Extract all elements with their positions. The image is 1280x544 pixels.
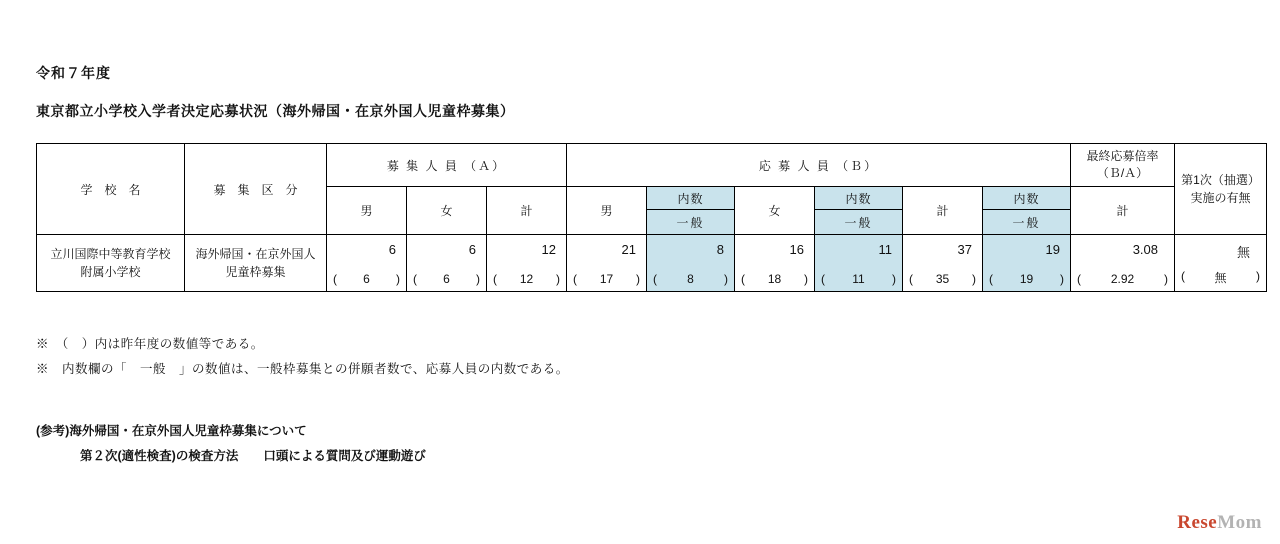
capacity-total-current: 12	[541, 242, 556, 257]
header-female-general: 一般	[815, 210, 903, 235]
paren-open: (	[909, 272, 913, 286]
ratio-current: 3.08	[1132, 242, 1158, 257]
capacity-female-current: 6	[468, 242, 476, 257]
resemom-watermark	[1177, 512, 1262, 534]
page-year-heading: 令和７年度	[36, 65, 111, 81]
cell-school-name	[37, 235, 185, 292]
header-total-general: 一般	[983, 210, 1071, 235]
cell-applicants-male-inner	[647, 235, 735, 292]
header-applicants-male: 男	[567, 187, 647, 235]
applicants-total-inner-current: 19	[1045, 242, 1060, 257]
applicants-male-inner-current: 8	[716, 242, 724, 257]
page-title: 東京都立小学校入学者決定応募状況（海外帰国・在京外国人児童枠募集）	[36, 103, 515, 119]
first-lottery-previous: 無	[1214, 271, 1227, 285]
paren-close: )	[803, 272, 808, 286]
paren-open: (	[821, 272, 825, 286]
category-line1: 海外帰国・在京外国人	[195, 247, 316, 261]
header-applicants-total: 計	[903, 187, 983, 235]
capacity-male-previous-wrap	[327, 272, 406, 286]
paren-open: (	[1181, 269, 1185, 283]
header-capacity-female: 女	[407, 187, 487, 235]
header-school: 学 校 名	[37, 144, 185, 235]
applicants-female-inner-previous-wrap	[815, 272, 902, 286]
note-1: ※ （ ）内は昨年度の数値等である。	[36, 337, 264, 351]
paren-open: (	[333, 272, 337, 286]
paren-close: )	[555, 272, 560, 286]
cell-capacity-female	[407, 235, 487, 292]
cell-applicants-total	[903, 235, 983, 292]
paren-open: (	[573, 272, 577, 286]
paren-open: (	[1077, 272, 1081, 286]
application-status-table	[36, 143, 1267, 292]
reference-line: 第２次(適性検査)の検査方法 口頭による質問及び運動遊び	[80, 449, 426, 463]
cell-applicants-female-inner	[815, 235, 903, 292]
paren-close: )	[892, 272, 896, 286]
applicants-female-inner-previous: 11	[852, 272, 865, 286]
cell-capacity-male	[327, 235, 407, 292]
header-applicants-female: 女	[735, 187, 815, 235]
cell-applicants-male	[567, 235, 647, 292]
school-name-line2: 附属小学校	[80, 265, 141, 279]
applicants-male-inner-previous-wrap	[647, 272, 734, 286]
header-first-line1: 第1次（抽選）	[1181, 173, 1260, 187]
cell-category	[185, 235, 327, 292]
applicants-total-current: 37	[957, 242, 972, 257]
applicants-male-previous-wrap	[567, 272, 646, 286]
capacity-total-previous: 12	[519, 272, 534, 286]
table-row	[37, 235, 1267, 292]
header-applicants-male-inner: 内数	[647, 187, 735, 210]
header-first-line2: 実施の有無	[1190, 191, 1251, 205]
paren-open: (	[413, 272, 417, 286]
header-capacity-total: 計	[487, 187, 567, 235]
applicants-female-previous-wrap	[735, 272, 814, 286]
paren-open: (	[741, 272, 745, 286]
table-header-row-1	[37, 144, 1267, 187]
paren-open: (	[989, 272, 993, 286]
cell-capacity-total	[487, 235, 567, 292]
paren-close: )	[971, 272, 976, 286]
paren-close: )	[1163, 272, 1168, 286]
paren-close: )	[724, 272, 728, 286]
paren-close: )	[476, 272, 480, 286]
note-2: ※ 内数欄の「 一般 」の数値は、一般枠募集との併願者数で、応募人員の内数である。	[36, 362, 569, 376]
paren-open: (	[493, 272, 497, 286]
watermark-suffix: Mom	[1217, 512, 1262, 533]
header-first-lottery	[1175, 144, 1267, 235]
applicants-total-inner-previous: 19	[1019, 272, 1034, 286]
capacity-total-previous-wrap	[487, 272, 566, 286]
capacity-female-previous: 6	[443, 272, 450, 286]
cell-applicants-female	[735, 235, 815, 292]
cell-first-lottery	[1175, 235, 1267, 292]
first-lottery-current: 無	[1236, 245, 1250, 260]
ratio-previous-wrap	[1071, 272, 1174, 286]
header-ratio-total: 計	[1071, 187, 1175, 235]
paren-close: )	[1059, 272, 1064, 286]
applicants-total-inner-previous-wrap	[983, 272, 1070, 286]
watermark-prefix: Rese	[1177, 512, 1218, 533]
cell-ratio	[1071, 235, 1175, 292]
capacity-male-current: 6	[388, 242, 396, 257]
ratio-previous: 2.92	[1110, 272, 1135, 286]
school-name-line1: 立川国際中等教育学校	[50, 247, 171, 261]
header-applicants-female-inner: 内数	[815, 187, 903, 210]
header-capacity-group: 募 集 人 員 （Ａ）	[327, 144, 567, 187]
applicants-male-previous: 17	[599, 272, 614, 286]
applicants-female-inner-current: 11	[878, 242, 892, 257]
applicants-male-current: 21	[621, 242, 636, 257]
header-ratio-line2: （Ｂ/Ａ）	[1096, 166, 1149, 180]
header-applicants-total-inner: 内数	[983, 187, 1071, 210]
header-applicants-group: 応 募 人 員 （Ｂ）	[567, 144, 1071, 187]
applicants-total-previous: 35	[935, 272, 950, 286]
reference-title: (参考)海外帰国・在京外国人児童枠募集について	[36, 424, 307, 438]
paren-open: (	[653, 272, 657, 286]
first-lottery-previous-wrap	[1175, 269, 1266, 286]
applicants-male-inner-previous: 8	[687, 272, 694, 286]
cell-applicants-total-inner	[983, 235, 1071, 292]
header-male-general: 一般	[647, 210, 735, 235]
header-ratio-group	[1071, 144, 1175, 187]
paren-close: )	[1255, 269, 1260, 283]
capacity-male-previous: 6	[363, 272, 370, 286]
applicants-female-current: 16	[789, 242, 804, 257]
header-category: 募 集 区 分	[185, 144, 327, 235]
applicants-female-previous: 18	[767, 272, 782, 286]
category-line2: 児童枠募集	[225, 265, 286, 279]
header-ratio-line1: 最終応募倍率	[1086, 148, 1159, 163]
paren-close: )	[635, 272, 640, 286]
applicants-total-previous-wrap	[903, 272, 982, 286]
header-capacity-male: 男	[327, 187, 407, 235]
paren-close: )	[396, 272, 400, 286]
capacity-female-previous-wrap	[407, 272, 486, 286]
